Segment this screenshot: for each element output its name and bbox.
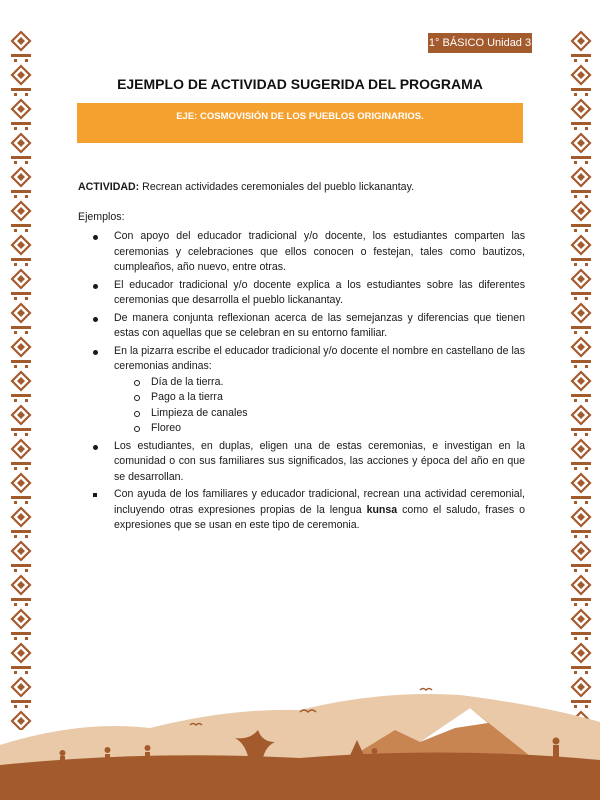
list-item-text: En la pizarra escribe el educador tradicional y/o docente el nombre en castellano de las ceremonias andinas: bbox=[114, 344, 525, 372]
axis-banner bbox=[77, 103, 523, 143]
list-item-ceremonies bbox=[114, 344, 525, 437]
activity-text: Recrean actividades ceremoniales del pueblo lickanantay. bbox=[139, 181, 415, 193]
list-item: El educador tradicional y/o docente explica a los estudiantes sobre las diferentes ceremonias que desarrolla el pueblo lickanantay. bbox=[114, 278, 525, 309]
examples-list bbox=[78, 229, 525, 534]
list-item-text-end: como el saludo, frases o expresiones que se usan en este tipo de ceremonia. bbox=[114, 503, 525, 531]
kunsa-term: kunsa bbox=[366, 503, 398, 516]
sublist-item: Día de la tierra. bbox=[151, 375, 525, 391]
grade-unit-badge: 1° BÁSICO Unidad 3 bbox=[428, 33, 532, 53]
sublist-item: Pago a la tierra bbox=[151, 390, 525, 406]
page-title: EJEMPLO DE ACTIVIDAD SUGERIDA DEL PROGRAMA bbox=[117, 76, 483, 92]
list-item-text-start: Con ayuda de los familiares y educador tradicional, recrean una actividad ceremonial, incluyendo otras expresiones propias de la lengua bbox=[114, 488, 525, 516]
list-item bbox=[114, 487, 525, 534]
axis-banner-text: EJE: COSMOVISIÓN DE LOS PUEBLOS ORIGINARIOS. bbox=[176, 111, 424, 122]
activity-line bbox=[78, 180, 525, 196]
right-border-pattern bbox=[570, 30, 592, 730]
footer-illustration bbox=[0, 650, 600, 800]
ceremonies-sublist bbox=[114, 375, 525, 437]
activity-content bbox=[78, 180, 525, 536]
list-item: Con apoyo del educador tradicional y/o docente, los estudiantes comparten las ceremonias y celebraciones que ellos conocen o festejan, tales como bautizos, cumpleaños, año nuevo, entre otras. bbox=[114, 229, 525, 276]
activity-label: ACTIVIDAD: bbox=[78, 181, 140, 193]
sublist-item: Floreo bbox=[151, 421, 525, 437]
sublist-item: Limpieza de canales bbox=[151, 406, 525, 422]
list-item: De manera conjunta reflexionan acerca de las semejanzas y diferencias que tienen estas con aquellas que se celebran en su entorno familiar. bbox=[114, 311, 525, 342]
list-item: Los estudiantes, en duplas, eligen una de estas ceremonias, e investigan en la comunidad o con sus familiares sus significados, las acciones y época del año en que se desarrollan. bbox=[114, 439, 525, 486]
examples-label: Ejemplos: bbox=[78, 210, 125, 223]
left-border-pattern bbox=[10, 30, 32, 730]
